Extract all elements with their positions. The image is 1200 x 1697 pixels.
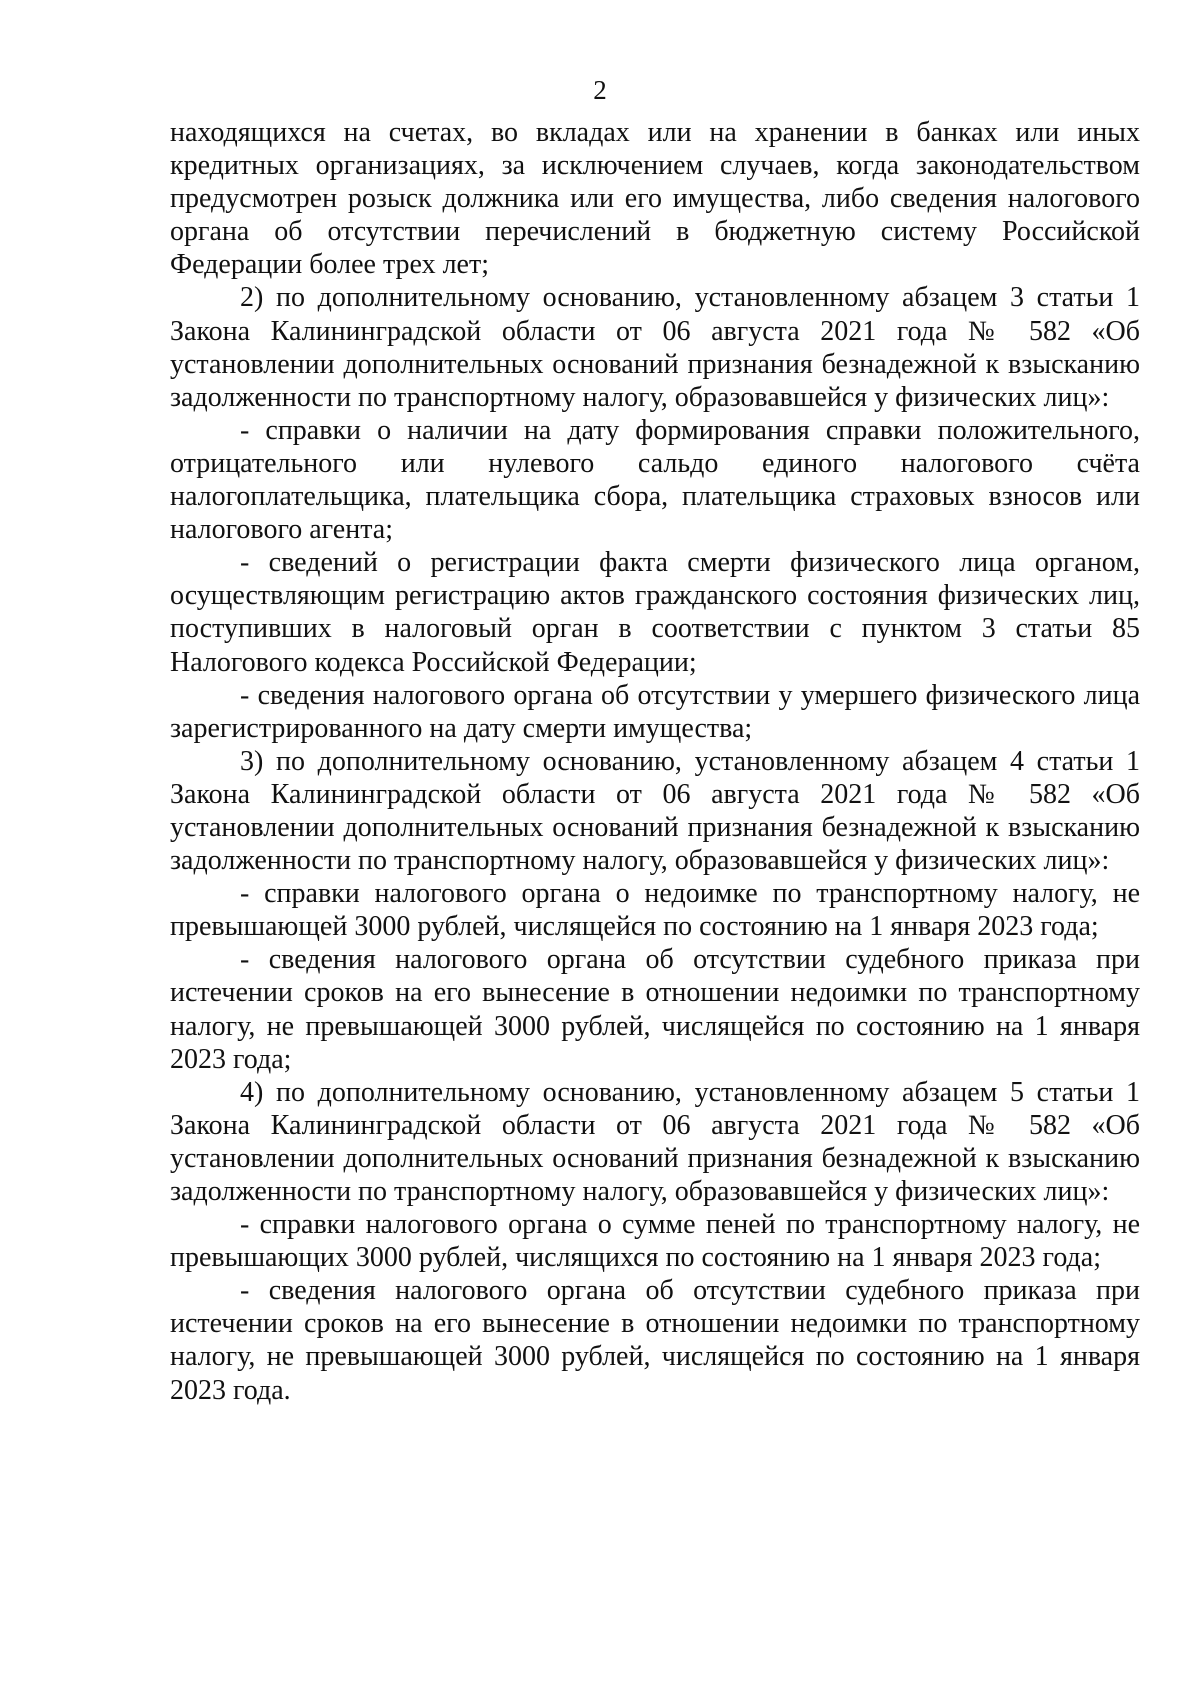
document-body bbox=[170, 116, 1140, 1407]
paragraph-item-2-bullet-3: - сведения налогового органа об отсутствии у умершего физического лица зарегистрированного на дату смерти имущества; bbox=[170, 679, 1140, 744]
paragraph-item-2-bullet-1: - справки о наличии на дату формирования справки положительного, отрицательного или нулевого сальдо единого налогового счёта налогоплательщика, плательщика сбора, плательщика страховых взносов или налогового агента; bbox=[170, 414, 1140, 546]
paragraph-item-4: 4) по дополнительному основанию, установленному абзацем 5 статьи 1 Закона Калининградской области от 06 августа 2021 года № 582 «Об установлении дополнительных оснований признания безнадежной к взысканию задолженности по транспортному налогу, образовавшейся у физических лиц»: bbox=[170, 1076, 1140, 1207]
paragraph-item-4-bullet-2: - сведения налогового органа об отсутствии судебного приказа при истечении сроков на его вынесение в отношении недоимки по транспортному налогу, не превышающей 3000 рублей, числящейся по состоянию на 1 января 2023 года. bbox=[170, 1275, 1140, 1406]
paragraph-item-3: 3) по дополнительному основанию, установленному абзацем 4 статьи 1 Закона Калининградской области от 06 августа 2021 года № 582 «Об установлении дополнительных оснований признания безнадежной к взысканию задолженности по транспортному налогу, образовавшейся у физических лиц»: bbox=[170, 745, 1140, 877]
paragraph-item-3-bullet-1: - справки налогового органа о недоимке по транспортному налогу, не превышающей 3000 рублей, числящейся по состоянию на 1 января 2023 года; bbox=[170, 878, 1140, 943]
paragraph-item-2: 2) по дополнительному основанию, установленному абзацем 3 статьи 1 Закона Калининградской области от 06 августа 2021 года № 582 «Об установлении дополнительных оснований признания безнадежной к взысканию задолженности по транспортному налогу, образовавшейся у физических лиц»: bbox=[170, 282, 1140, 413]
page-number: 2 bbox=[593, 75, 607, 105]
paragraph-item-3-bullet-2: - сведения налогового органа об отсутствии судебного приказа при истечении сроков на его вынесение в отношении недоимки по транспортному налогу, не превышающей 3000 рублей, числящейся по состоянию на 1 января 2023 года; bbox=[170, 944, 1140, 1075]
paragraph-item-2-bullet-2: - сведений о регистрации факта смерти физического лица органом, осуществляющим регистрацию актов гражданского состояния физических лиц, поступивших в налоговый орган в соответствии с пунктом 3 статьи 85 Налогового кодекса Российской Федерации; bbox=[170, 547, 1140, 678]
paragraph-continuation: находящихся на счетах, во вкладах или на хранении в банках или иных кредитных организациях, за исключением случаев, когда законодательством предусмотрен розыск должника или его имущества, либо сведения налогового органа об отсутствии перечислений в бюджетную систему Российской Федерации более трех лет; bbox=[170, 117, 1140, 281]
paragraph-item-4-bullet-1: - справки налогового органа о сумме пеней по транспортному налогу, не превышающих 3000 рублей, числящихся по состоянию на 1 января 2023 года; bbox=[170, 1209, 1140, 1274]
